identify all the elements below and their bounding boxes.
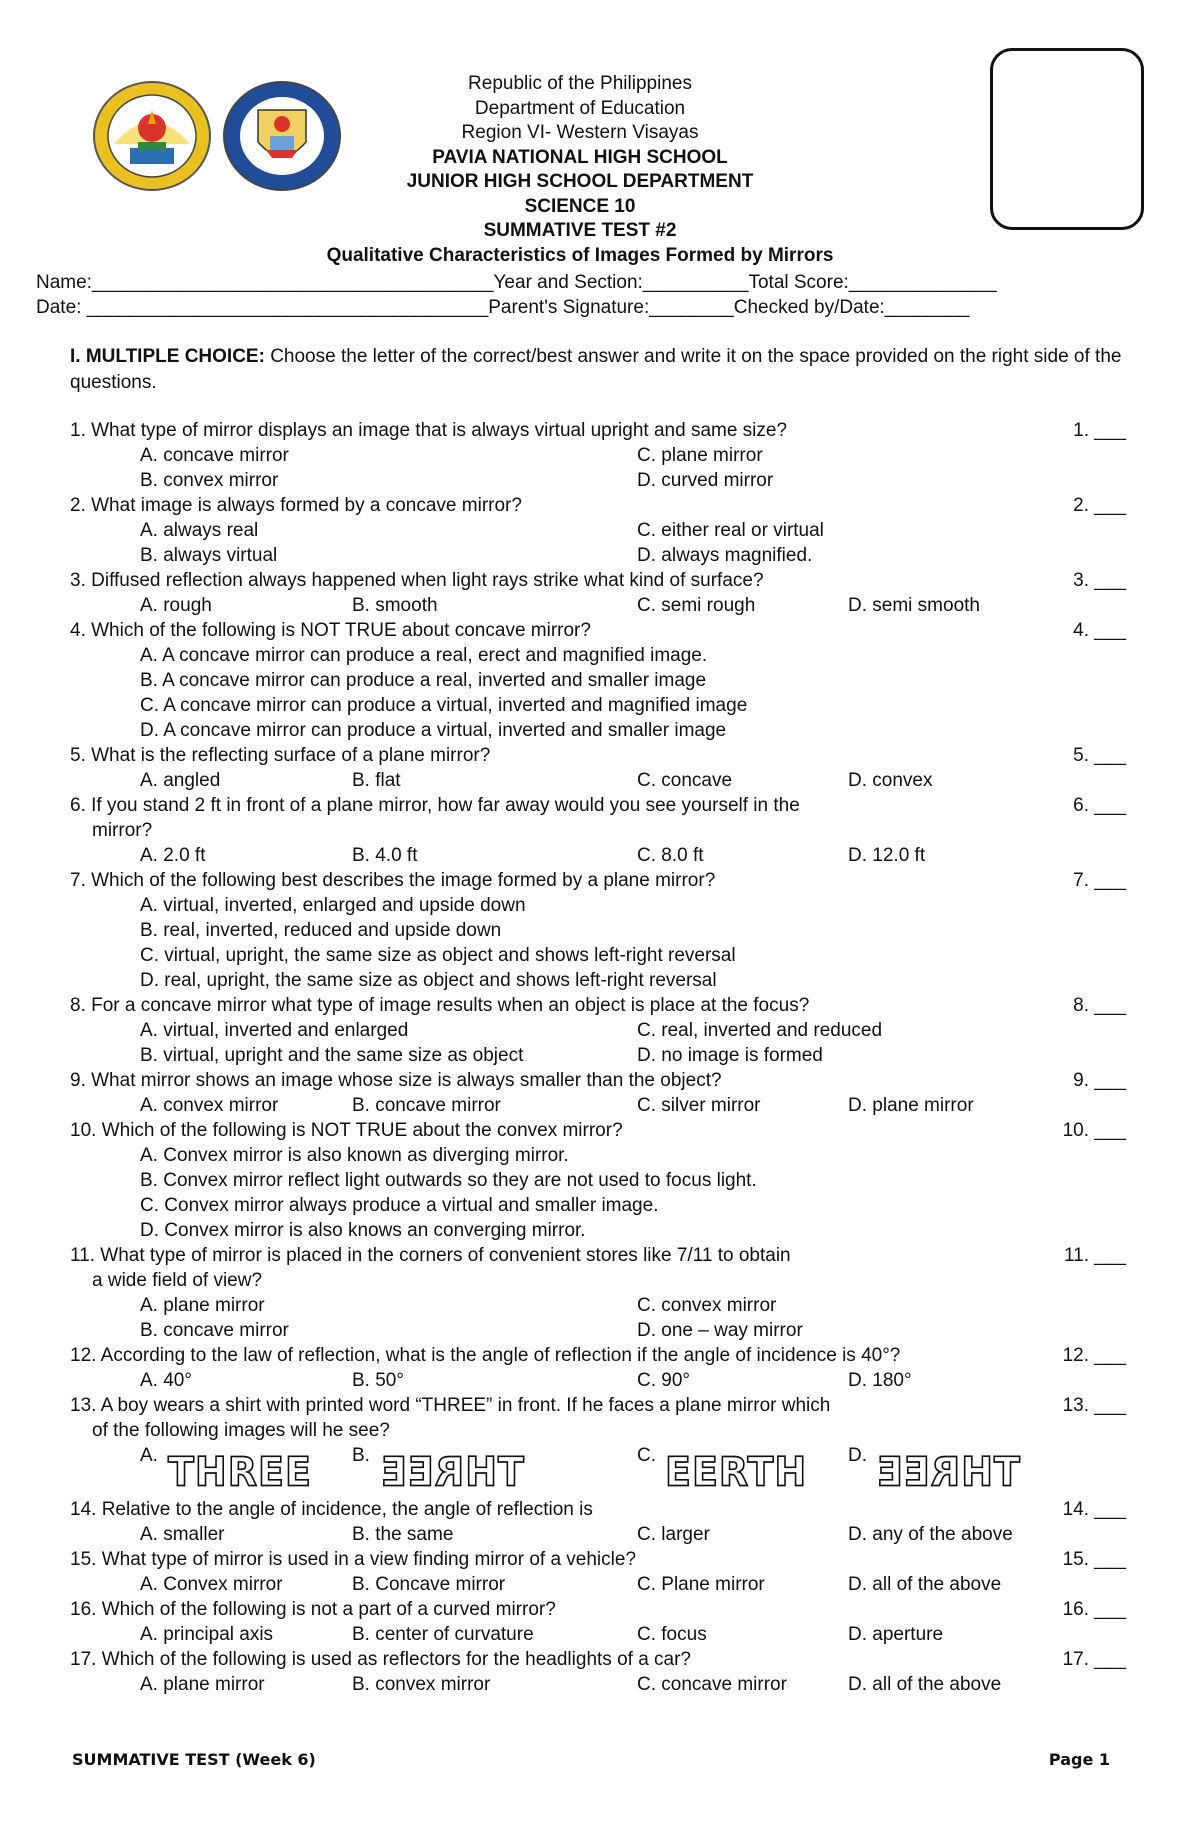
question-text [70, 1068, 1130, 1093]
question-stem: 11. What type of mirror is placed in the corners of convenient stores like 7/11 to obtain [70, 1245, 791, 1266]
answer-blank[interactable]: 2. ___ [1073, 495, 1126, 516]
page-title: Qualitative Characteristics of Images Formed by Mirrors [326, 244, 834, 266]
answer-option: A. 2.0 ft [140, 845, 206, 866]
question-stem: 16. Which of the following is not a part of a curved mirror? [70, 1599, 556, 1620]
question-4 [70, 618, 1130, 743]
question-text [70, 993, 1130, 1018]
answer-option: B. real, inverted, reduced and upside down [140, 920, 502, 941]
question-5 [70, 743, 1130, 793]
option-row [70, 1093, 1130, 1118]
question-8 [70, 993, 1130, 1068]
answer-option: C. convex mirror [637, 1295, 777, 1316]
question-text [70, 1393, 1130, 1418]
question-6 [70, 793, 1130, 868]
answer-blank[interactable]: 11. ___ [1064, 1245, 1126, 1266]
question-text [70, 1547, 1130, 1572]
answer-blank[interactable]: 1. ___ [1073, 420, 1126, 441]
header-school: PAVIA NATIONAL HIGH SCHOOL [432, 146, 728, 168]
answer-option: B. convex mirror [352, 1674, 491, 1695]
answer-option: B. always virtual [140, 545, 278, 566]
question-3 [70, 568, 1130, 618]
question-stem: 5. What is the reflecting surface of a plane mirror? [70, 745, 491, 766]
question-text [70, 1343, 1130, 1368]
answer-option: B. flat [352, 770, 401, 791]
header-test: SUMMATIVE TEST #2 [483, 220, 677, 241]
answer-blank[interactable]: 5. ___ [1073, 745, 1126, 766]
photo-box [990, 48, 1144, 230]
option-row [70, 1293, 1130, 1318]
header-subject: SCIENCE 10 [524, 195, 636, 217]
question-11 [70, 1243, 1130, 1343]
answer-option: B. smooth [352, 595, 438, 616]
answer-option: A. rough [140, 595, 212, 616]
option-row [70, 1043, 1130, 1068]
question-stem: 13. A boy wears a shirt with printed word “THREE” in front. If he faces a plane mirror which [70, 1395, 831, 1416]
answer-blank[interactable]: 15. ___ [1062, 1549, 1126, 1570]
answer-blank[interactable]: 6. ___ [1073, 795, 1126, 816]
question-continuation: a wide field of view? [92, 1270, 263, 1291]
question-stem: 14. Relative to the angle of incidence, the angle of reflection is [70, 1499, 593, 1520]
answer-option: D. one – way mirror [637, 1320, 803, 1341]
image-option-label: B. [352, 1445, 370, 1466]
question-stem: 17. Which of the following is used as reflectors for the headlights of a car? [70, 1649, 691, 1670]
answer-blank[interactable]: 8. ___ [1073, 995, 1126, 1016]
question-text [70, 1243, 1130, 1268]
image-option-label: C. [637, 1445, 656, 1466]
answer-option: B. 4.0 ft [352, 845, 418, 866]
answer-option: A. smaller [140, 1524, 225, 1545]
option-row [70, 1318, 1130, 1343]
header-department-unit: JUNIOR HIGH SCHOOL DEPARTMENT [406, 171, 754, 192]
answer-option: D. always magnified. [637, 545, 813, 566]
answer-option: B. Concave mirror [352, 1574, 506, 1595]
question-continuation: mirror? [92, 820, 153, 841]
question-17 [70, 1647, 1130, 1697]
option-row [70, 1368, 1130, 1393]
answer-blank[interactable]: 4. ___ [1073, 620, 1126, 641]
image-option-row [70, 1443, 1130, 1497]
image-option-label: D. [848, 1445, 867, 1466]
option-row [70, 543, 1130, 568]
question-text [70, 418, 1130, 443]
answer-option: B. concave mirror [140, 1320, 289, 1341]
answer-option: A. angled [140, 770, 221, 791]
answer-option: A. 40° [140, 1370, 192, 1391]
school-logo [92, 80, 212, 192]
question-10 [70, 1118, 1130, 1243]
answer-option: C. silver mirror [637, 1095, 761, 1116]
answer-option: C. Convex mirror always produce a virtual and smaller image. [140, 1195, 659, 1216]
answer-option: B. the same [352, 1524, 454, 1545]
answer-option: D. 12.0 ft [848, 845, 926, 866]
question-1 [70, 418, 1130, 493]
option-row [70, 1522, 1130, 1547]
question-text [70, 493, 1130, 518]
option-row [70, 443, 1130, 468]
answer-blank[interactable]: 14. ___ [1062, 1499, 1126, 1520]
question-stem: 10. Which of the following is NOT TRUE about the convex mirror? [70, 1120, 623, 1141]
answer-blank[interactable]: 3. ___ [1073, 570, 1126, 591]
question-stem: 4. Which of the following is NOT TRUE about concave mirror? [70, 620, 591, 641]
outlined-word-image: THREE [380, 1448, 524, 1496]
instructions-lead: I. MULTIPLE CHOICE: [70, 346, 265, 367]
footer-left: SUMMATIVE TEST (Week 6) [72, 1750, 316, 1769]
answer-option: B. Convex mirror reflect light outwards so they are not used to focus light. [140, 1170, 757, 1191]
answer-option: C. A concave mirror can produce a virtual, inverted and magnified image [140, 695, 748, 716]
question-text [70, 1118, 1130, 1143]
header-region: Region VI- Western Visayas [461, 122, 699, 143]
answer-option: C. larger [637, 1524, 710, 1545]
answer-blank[interactable]: 12. ___ [1062, 1345, 1126, 1366]
question-15 [70, 1547, 1130, 1597]
question-stem: 1. What type of mirror displays an image that is always virtual upright and same size? [70, 420, 788, 441]
answer-option: A. plane mirror [140, 1674, 265, 1695]
answer-option: B. convex mirror [140, 470, 279, 491]
answer-option: D. no image is formed [637, 1045, 823, 1066]
option-row [70, 843, 1130, 868]
option-row [70, 593, 1130, 618]
answer-blank[interactable]: 13. ___ [1062, 1395, 1126, 1416]
header-department: Department of Education [474, 97, 686, 119]
question-text [70, 743, 1130, 768]
answer-option: D. any of the above [848, 1524, 1013, 1545]
answer-option: D. semi smooth [848, 595, 980, 616]
image-option-label: A. [140, 1445, 158, 1466]
option-row [70, 1622, 1130, 1647]
question-7 [70, 868, 1130, 993]
question-list [70, 418, 1130, 1697]
name-line[interactable]: Name:______________________________________Year and Section:__________Total Score:______________ [36, 272, 997, 293]
option-row [70, 518, 1130, 543]
answer-option: D. all of the above [848, 1574, 1002, 1595]
question-text [70, 868, 1130, 893]
answer-option: A. always real [140, 520, 259, 541]
answer-blank[interactable]: 9. ___ [1073, 1070, 1126, 1091]
answer-option: D. A concave mirror can produce a virtual, inverted and smaller image [140, 720, 727, 741]
outlined-word-image: THREE [168, 1448, 312, 1496]
question-stem: 15. What type of mirror is used in a view finding mirror of a vehicle? [70, 1549, 637, 1570]
instructions-text: Choose the letter of the correct/best answer and write it on the space provided on the right side of the questions. [70, 346, 1122, 393]
option-row [70, 768, 1130, 793]
answer-option: C. Plane mirror [637, 1574, 765, 1595]
answer-option: D. curved mirror [637, 470, 774, 491]
question-stem: 8. For a concave mirror what type of image results when an object is place at the focus? [70, 995, 810, 1016]
question-stem: 6. If you stand 2 ft in front of a plane mirror, how far away would you see yourself in the [70, 795, 800, 816]
answer-option: D. Convex mirror is also knows an converging mirror. [140, 1220, 586, 1241]
question-stem: 3. Diffused reflection always happened when light rays strike what kind of surface? [70, 570, 764, 591]
outlined-word-image: EERTH [665, 1448, 808, 1496]
question-14 [70, 1497, 1130, 1547]
question-9 [70, 1068, 1130, 1118]
answer-option: A. convex mirror [140, 1095, 279, 1116]
answer-option: D. 180° [848, 1370, 912, 1391]
answer-option: C. concave mirror [637, 1674, 787, 1695]
answer-option: B. virtual, upright and the same size as object [140, 1045, 524, 1066]
question-text [70, 1597, 1130, 1622]
question-2 [70, 493, 1130, 568]
answer-option: C. concave [637, 770, 733, 791]
answer-option: D. aperture [848, 1624, 944, 1645]
answer-option: A. virtual, inverted and enlarged [140, 1020, 409, 1041]
answer-blank[interactable]: 17. ___ [1062, 1649, 1126, 1670]
question-text [70, 1497, 1130, 1522]
document-header [240, 72, 920, 268]
question-stem: 7. Which of the following best describes the image formed by a plane mirror? [70, 870, 716, 891]
answer-option: C. either real or virtual [637, 520, 824, 541]
answer-blank[interactable]: 10. ___ [1062, 1120, 1126, 1141]
answer-option: C. plane mirror [637, 445, 763, 466]
answer-blank[interactable]: 16. ___ [1062, 1599, 1126, 1620]
question-stem: 9. What mirror shows an image whose size is always smaller than the object? [70, 1070, 722, 1091]
answer-option: C. semi rough [637, 595, 756, 616]
question-text [70, 618, 1130, 643]
answer-option: B. A concave mirror can produce a real, inverted and smaller image [140, 670, 707, 691]
answer-option: C. 90° [637, 1370, 691, 1391]
answer-option: D. real, upright, the same size as object and shows left-right reversal [140, 970, 717, 991]
answer-option: B. 50° [352, 1370, 404, 1391]
instructions [70, 344, 1130, 396]
answer-option: D. convex [848, 770, 933, 791]
answer-option: C. virtual, upright, the same size as object and shows left-right reversal [140, 945, 736, 966]
question-stem: 12. According to the law of reflection, what is the angle of reflection if the angle of incidence is 40°? [70, 1345, 901, 1366]
question-13 [70, 1393, 1130, 1497]
question-continuation: of the following images will he see? [92, 1420, 390, 1441]
answer-option: A. concave mirror [140, 445, 289, 466]
date-line[interactable]: Date: ______________________________________Parent's Signature:________Checked by/Date:________ [36, 297, 970, 318]
question-text [70, 793, 1130, 818]
option-row [70, 1018, 1130, 1043]
answer-option: A. Convex mirror is also known as diverging mirror. [140, 1145, 569, 1166]
answer-option: D. plane mirror [848, 1095, 974, 1116]
answer-option: B. center of curvature [352, 1624, 534, 1645]
question-text [70, 568, 1130, 593]
answer-blank[interactable]: 7. ___ [1073, 870, 1126, 891]
question-12 [70, 1343, 1130, 1393]
header-republic: Republic of the Philippines [468, 73, 692, 94]
answer-option: C. focus [637, 1624, 707, 1645]
answer-option: C. real, inverted and reduced [637, 1020, 883, 1041]
option-row [70, 468, 1130, 493]
question-stem: 2. What image is always formed by a concave mirror? [70, 495, 522, 516]
answer-option: A. A concave mirror can produce a real, erect and magnified image. [140, 645, 708, 666]
answer-option: A. principal axis [140, 1624, 274, 1645]
option-row [70, 1672, 1130, 1697]
footer-page-number: Page 1 [1048, 1750, 1110, 1769]
question-16 [70, 1597, 1130, 1647]
answer-option: A. plane mirror [140, 1295, 265, 1316]
question-text [70, 1647, 1130, 1672]
answer-option: A. Convex mirror [140, 1574, 283, 1595]
option-row [70, 1572, 1130, 1597]
answer-option: D. all of the above [848, 1674, 1002, 1695]
answer-option: B. concave mirror [352, 1095, 501, 1116]
answer-option: A. virtual, inverted, enlarged and upside down [140, 895, 526, 916]
outlined-word-image: THREE [876, 1448, 1020, 1496]
answer-option: C. 8.0 ft [637, 845, 704, 866]
